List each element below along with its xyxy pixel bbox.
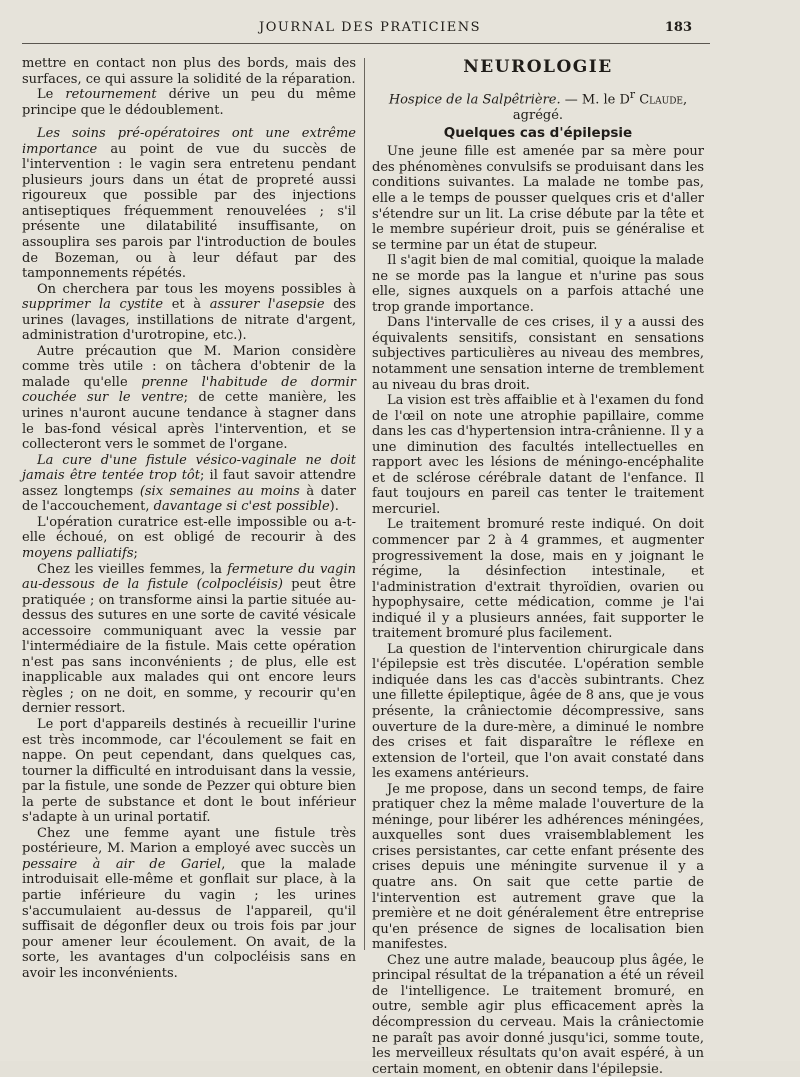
running-title: JOURNAL DES PRATICIENS [259, 20, 481, 35]
paragraph: La vision est très affaiblie et à l'examen du fond de l'œil on note une atrophie papillaire, comme dans les cas d'hypertension intra-crânienne. Il y a une diminution des facultés intellectuelles en rapport avec les lésions de méningo-encéphalite et de sclérose cérébrale datant de l'enfance. Il faut toujours en pareil cas tenter le traitement mercuriel. [372, 393, 704, 517]
paragraph: Le traitement bromuré reste indiqué. On doit commencer par 2 à 4 grammes, et augmenter progressivement la dose, mais en y joignant le régime, la désinfection intestinale, et l'administration d'extrait thyroïdien, ovarien ou hypophysaire, cette médication, comme je l'ai indiqué il y a plusieurs années, fait supporter le traitement bromuré plus facilement. [372, 517, 704, 642]
article-title: Quelques cas d'épilepsie [443, 125, 633, 142]
paragraph: Chez les vieilles femmes, la fermeture du vagin au-dessous de la fistule (colpocléisis) peut être pratiquée ; on transforme ainsi la partie située au-dessus des sutures en une sorte de cavité vésicale accessoire communiquant avec la vessie par l'intermédiaire de la fistule. Mais cette opération n'est pas sans inconvénients ; de plus, elle est inapplicable aux malades qui ont encore leurs règles ; on ne doit, en somme, y recourir qu'en dernier ressort. [22, 561, 357, 717]
page-number: 183 [664, 20, 692, 35]
paragraph: On cherchera par tous les moyens possibles à supprimer la cystite et à assurer l'asepsie des urines (lavages, instillations de nitrate d'argent, administration d'urotropine, etc.). [22, 281, 356, 344]
right-column [372, 56, 704, 1077]
paragraph: Je me propose, dans un second temps, de faire pratiquer chez la même malade l'ouverture de la méninge, pour libérer les adhérences méningées, auxquelles sont dues vraisemblablement les crises persistantes, car cette enfant présente des crises depuis une méningite survenue il y a quatre ans. On sait que cette partie de l'intervention est autrement grave que la première et ne doit généralement être entreprise qu'en présence de signes de localisation bien manifestes. [372, 781, 704, 953]
paragraph: Une jeune fille est amenée par sa mère pour des phénomènes convulsifs se produisant dans les conditions suivantes. La malade ne tombe pas, elle a le temps de pousser quelques cris et d'aller s'étendre sur un lit. La crise débute par la tête et le membre supérieur droit, puis se généralise et se termine par un état de stupeur. [372, 144, 704, 253]
running-head [0, 20, 800, 38]
paragraph: Autre précaution que M. Marion considère comme très utile : on tâchera d'obtenir de la malade qu'elle prenne l'habitude de dormir couchée sur le ventre; de cette manière, les urines n'auront aucune tendance à stagner dans le bas-fond vésical après l'intervention, et se collecteront vers le sommet de l'organe. [22, 343, 356, 453]
paragraph: La question de l'intervention chirurgicale dans l'épilepsie est très discutée. L'opération semble indiquée dans les cas d'accès subintrants. Chez une fillette épileptique, âgée de 8 ans, que je vous présente, la crâniectomie décompressive, sans ouverture de la dure-mère, a diminué le nombre des crises et fait disparaître le réflexe en extension de l'orteil, que l'on avait constaté dans les examens antérieurs. [372, 641, 704, 782]
column-divider [364, 58, 365, 950]
paragraph: Chez une autre malade, beaucoup plus âgée, le principal résultat de la trépanation a été un réveil de l'intelligence. Le traitement bromuré, en outre, semble agir plus efficacement après la décompression du cerveau. Mais la crâniectomie ne paraît pas avoir donné jusqu'ici, somme toute, les merveilleux résultats qu'on avait espéré, à un certain moment, en obtenir dans l'épilepsie. [372, 952, 704, 1077]
paragraph: Les soins pré-opératoires ont une extrême importance au point de vue du succès de l'intervention : le vagin sera entretenu pendant plusieurs jours dans un état de propreté aussi rigoureux que possible par des injections antiseptiques fréquemment renouvelées ; s'il présente une dilatabilité insuffisante, on assouplira ses parois par l'introduction de boules de Bozeman, ou à leur défaut par des tamponnements répétés. [22, 126, 356, 282]
paragraph: La cure d'une fistule vésico-vaginale ne doit jamais être tentée trop tôt; il faut savoir attendre assez longtemps (six semaines au moins à dater de l'accouchement, davantage si c'est possible). [22, 452, 356, 515]
header-rule [22, 43, 710, 44]
paragraph: L'opération curatrice est-elle impossible ou a-t-elle échoué, on est obligé de recourir à des moyens palliatifs; [22, 514, 356, 561]
section-title: NEUROLOGIE [463, 57, 613, 77]
paragraph: mettre en contact non plus des bords, mais des surfaces, ce qui assure la solidité de la réparation. [22, 56, 356, 87]
paragraph: Le port d'appareils destinés à recueillir l'urine est très incommode, car l'écoulement se fait en nappe. On peut cependant, dans quelques cas, tourner la difficulté en introduisant dans la vessie, par la fistule, une sonde de Pezzer qui obture bien la perte de substance et dont le bout inférieur s'adapte à un urinal portatif. [22, 716, 356, 826]
byline: Hospice de la Salpêtrière. — M. le $D^r$ Claude, agrégé. [388, 88, 688, 124]
paragraph: Le retournement dérive un peu du même principe que le dédoublement. [22, 87, 356, 118]
left-column [22, 56, 356, 981]
paragraph: Il s'agit bien de mal comitial, quoique la malade ne se morde pas la langue et n'urine pas sous elle, signes auxquels on a parfois attaché une trop grande importance. [372, 253, 704, 315]
paragraph: Dans l'intervalle de ces crises, il y a aussi des équivalents sensitifs, consistant en sensations subjectives particulières au niveau des membres, notamment une sensation interne de tremblement au niveau du bras droit. [372, 315, 704, 393]
paragraph: Chez une femme ayant une fistule très postérieure, M. Marion a employé avec succès un pessaire à air de Gariel, que la malade introduisait elle-même et gonflait sur place, à la partie inférieure du vagin ; les urines s'accumulaient au-dessus de l'appareil, qu'il suffisait de dégonfler deux ou trois fois par jour pour amener leur écoulement. On avait, de la sorte, les avantages d'un colpocléisis sans en avoir les inconvénients. [22, 825, 356, 981]
